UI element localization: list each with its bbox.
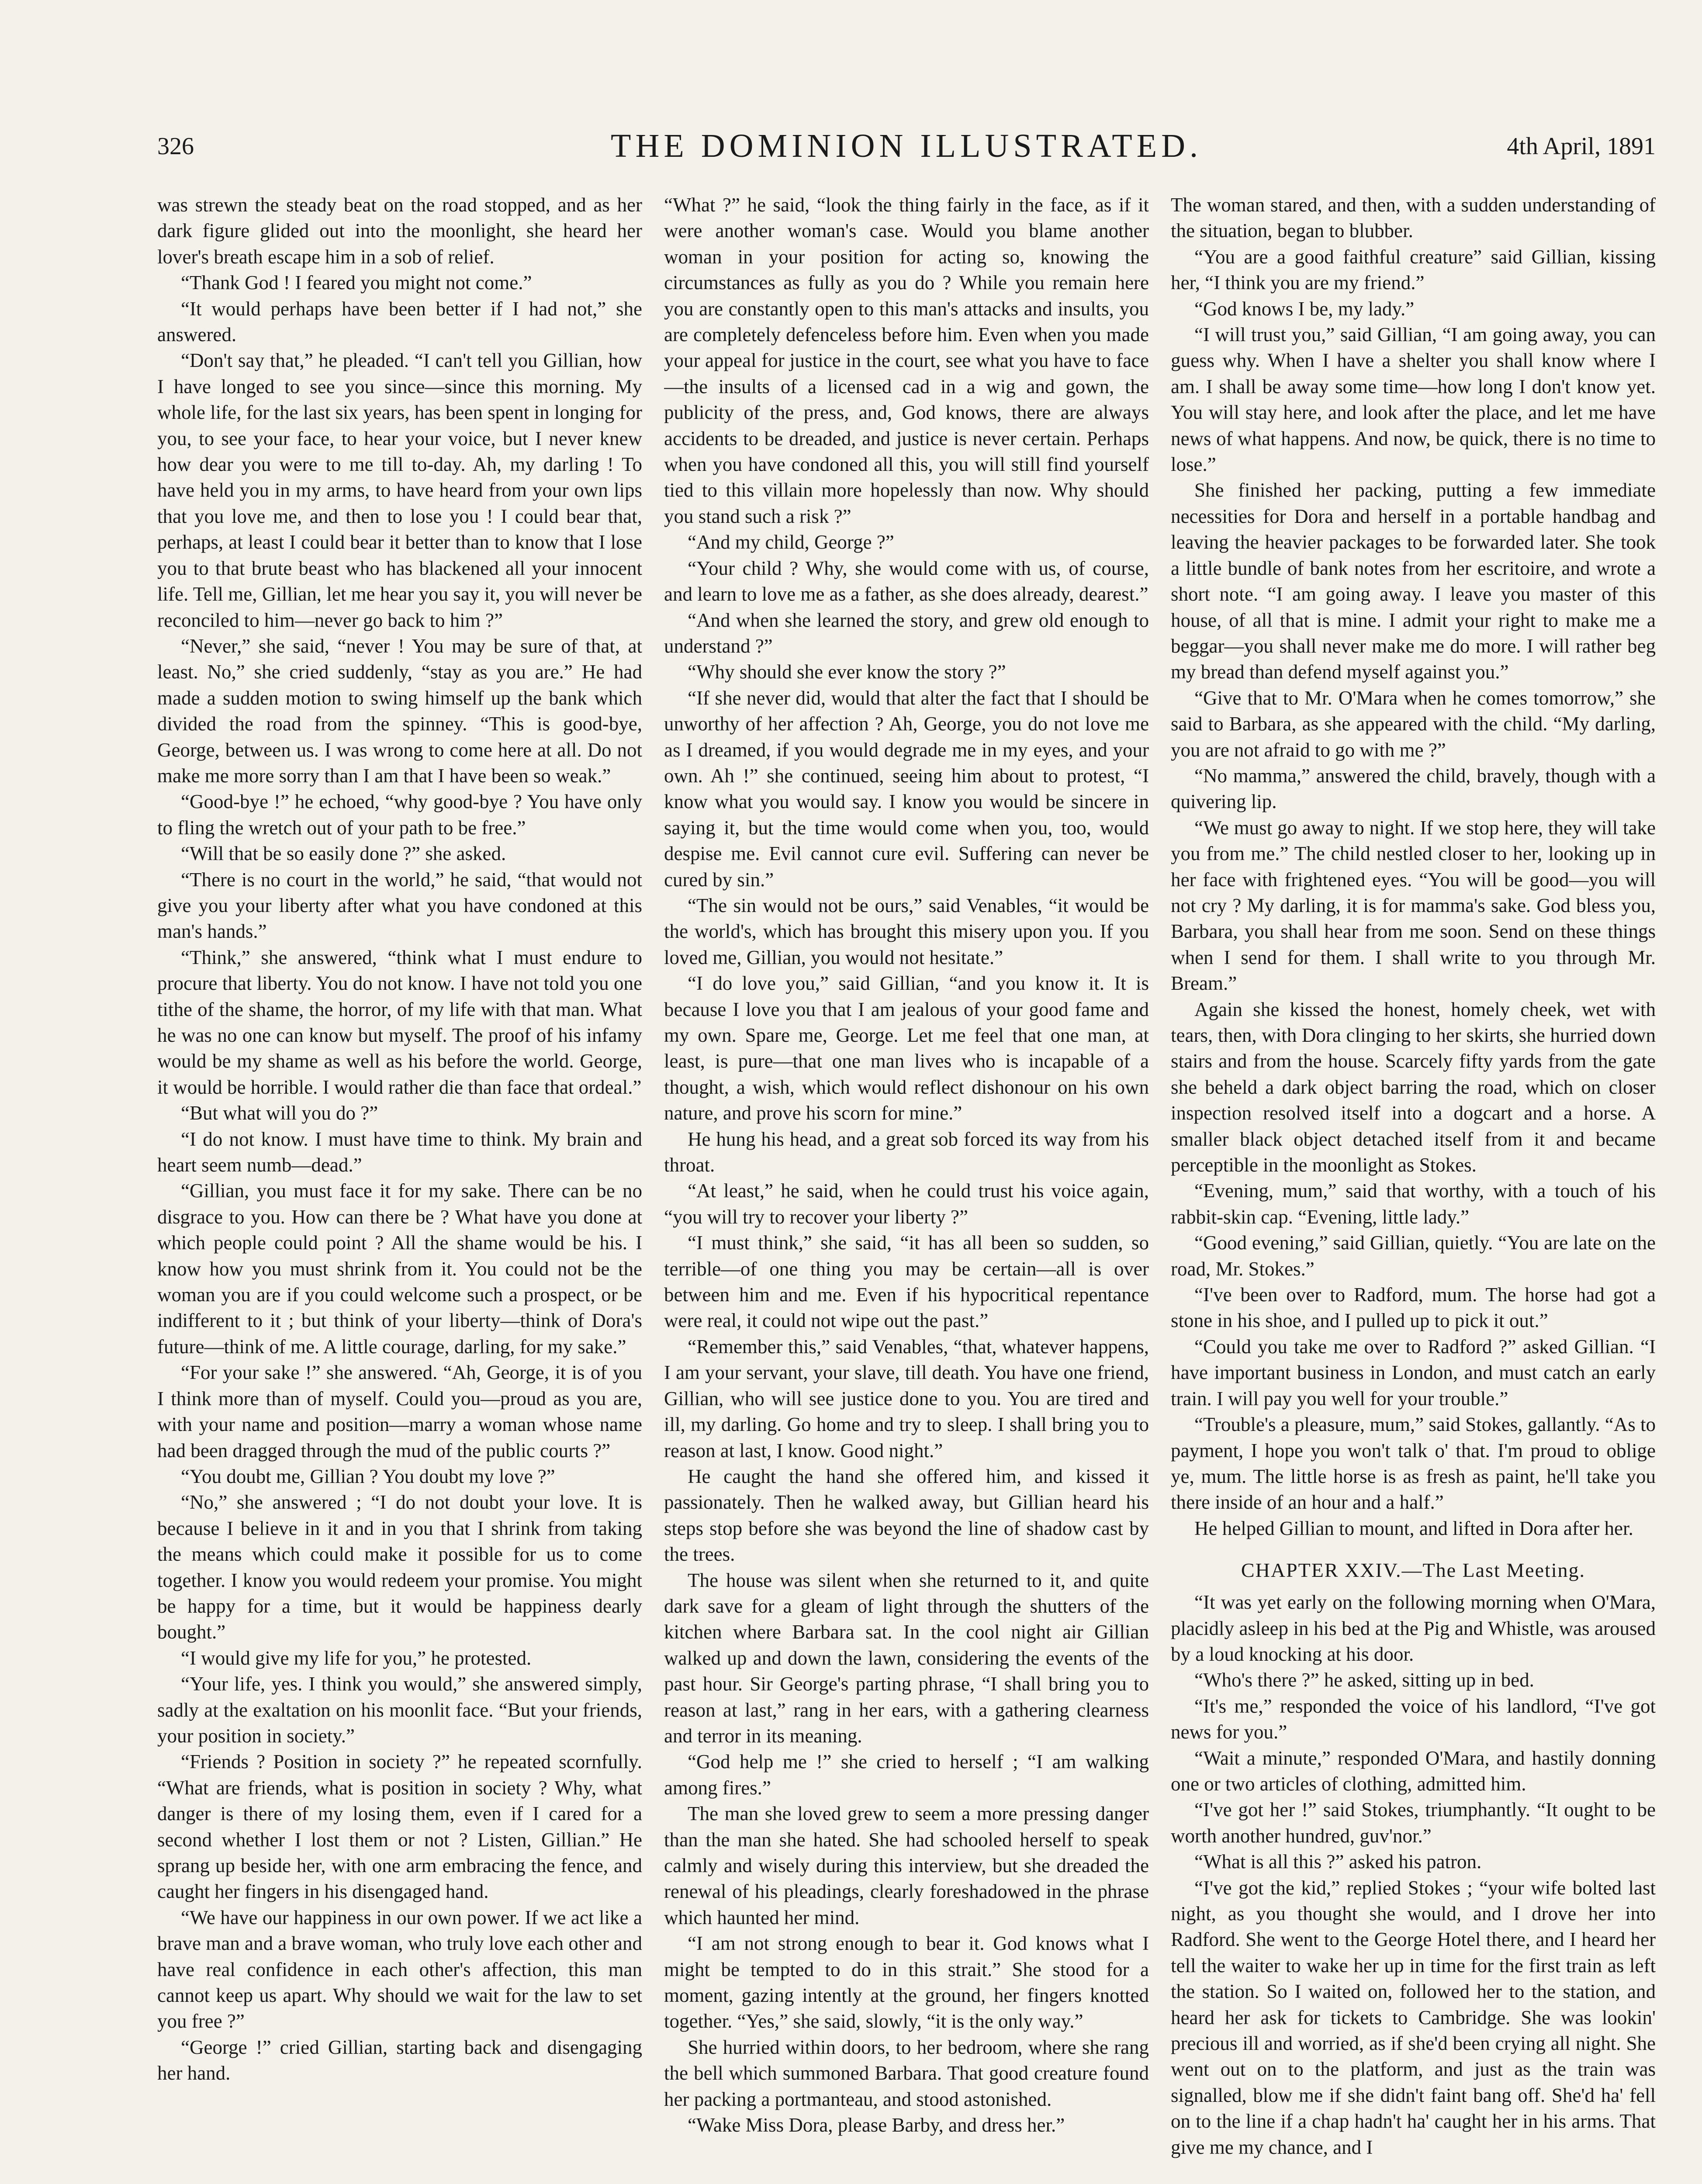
paragraph: “I would give my life for you,” he protested. bbox=[181, 1647, 532, 1669]
paragraph: “Will that be so easily done ?” she asked. bbox=[181, 843, 506, 865]
article-columns bbox=[157, 192, 1656, 2184]
paragraph: “Never,” she said, “never ! You may be sure of that, at least. No,” she cried suddenly, “stay as you are.” He had made a sudden motion to swing himself up the bank which divided the road from the spinney. “This is good-bye, George, between us. I was wrong to come here at all. Do not make me more sorry than I am that I have been so weak.” bbox=[157, 635, 642, 787]
paragraph: “But what will you do ?” bbox=[181, 1102, 378, 1124]
paragraph: She hurried within doors, to her bedroom, where she rang the bell which summoned Barbara. That good creature found her packing a portmanteau, and stood astonished. bbox=[664, 2036, 1149, 2110]
paragraph: “I must think,” she said, “it has all been so sudden, so terrible—of one thing you may be certain—all is over between him and me. Even if his hypocritical repentance were real, it could not wipe out the past.” bbox=[664, 1232, 1149, 1332]
paragraph: “I will trust you,” said Gillian, “I am going away, you can guess why. When I have a shelter you shall know where I am. I shall be away some time—how long I don't know yet. You will stay here, and look after the place, and let me have news of what happens. And now, be quick, there is no time to lose.” bbox=[1171, 324, 1656, 476]
paragraph: “It would perhaps have been better if I had not,” she answered. bbox=[157, 297, 642, 346]
paragraph: “You are a good faithful creature” said Gillian, kissing her, “I think you are my friend.” bbox=[1171, 245, 1656, 294]
paragraph: He helped Gillian to mount, and lifted in Dora after her. bbox=[1194, 1517, 1633, 1539]
paragraph: “Give that to Mr. O'Mara when he comes tomorrow,” she said to Barbara, as she appeared with the child. “My darling, you are not afraid to go with me ?” bbox=[1171, 687, 1656, 761]
paragraph: “I do love you,” said Gillian, “and you know it. It is because I love you that I am jealous of your good fame and my own. Spare me, George. Let me feel that one man, at least, is pure—that one man lives who is incapable of a thought, a wish, which would reflect dishonour on his own nature, and prove his scorn for mine.” bbox=[664, 972, 1149, 1124]
page-header bbox=[157, 128, 1656, 170]
paragraph: “And when she learned the story, and grew old enough to understand ?” bbox=[664, 609, 1149, 657]
paragraph: He hung his head, and a great sob forced its way from his throat. bbox=[664, 1128, 1149, 1176]
paragraph: “It's me,” responded the voice of his landlord, “I've got news for you.” bbox=[1171, 1695, 1656, 1743]
paragraph: “Thank God ! I feared you might not come.” bbox=[181, 272, 532, 294]
paragraph: Again she kissed the honest, homely cheek, wet with tears, then, with Dora clinging to her skirts, she hurried down stairs and from the house. Scarcely fifty yards from the gate she beheld a dark object barring the road, which on closer inspection resolved itself into a dogcart and a horse. A smaller black object detached itself from it and became perceptible in the moonlight as Stokes. bbox=[1171, 998, 1656, 1176]
paragraph: “No,” she answered ; “I do not doubt your love. It is because I believe in it and in you that I shrink from taking the means which could make it possible for us to come together. I know you would redeem your promise. You might be happy for a time, but it would be happiness dearly bought.” bbox=[157, 1491, 642, 1643]
paragraph: “Why should she ever know the story ?” bbox=[688, 661, 1006, 683]
text-column-3 bbox=[1171, 192, 1656, 2184]
paragraph: “At least,” he said, when he could trust his voice again, “you will try to recover your liberty ?” bbox=[664, 1180, 1149, 1228]
paragraph: “We have our happiness in our own power. If we act like a brave man and a brave woman, who truly love each other and have real confidence in each other's affection, this man cannot keep us apart. Why should we wait for the law to set you free ?” bbox=[157, 1906, 642, 2032]
paragraph: “I've got the kid,” replied Stokes ; “your wife bolted last night, as you thought she would, and I drove her into Radford. She went to the George Hotel there, and I heard her tell the waiter to wake her up in time for the first train as left the station. So I waited on, followed her to the station, and heard her ask for tickets to Cambridge. She was lookin' precious ill and worried, as if she'd been crying all night. She went out on to the platform, and just as the train was signalled, blow me if she didn't faint bang off. She'd ha' fell on to the line if a chap hadn't ha' caught her in his arms. That give me my chance, and I bbox=[1171, 1876, 1656, 2158]
chapter-heading: CHAPTER XXIV.—The Last Meeting. bbox=[1241, 1559, 1586, 1582]
paragraph: He caught the hand she offered him, and kissed it passionately. Then he walked away, but Gillian heard his steps stop before she was beyond the line of shadow cast by the trees. bbox=[664, 1465, 1149, 1565]
paragraph: “God help me !” she cried to herself ; “I am walking among fires.” bbox=[664, 1751, 1149, 1799]
paragraph: “Evening, mum,” said that worthy, with a touch of his rabbit-skin cap. “Evening, little lady.” bbox=[1171, 1180, 1656, 1228]
page-number: 326 bbox=[157, 133, 194, 160]
paragraph: “And my child, George ?” bbox=[688, 531, 894, 553]
paragraph: was strewn the steady beat on the road stopped, and as her dark figure glided out into the moonlight, she heard her lover's breath escape him in a sob of relief. bbox=[157, 194, 642, 268]
paragraph: “Gillian, you must face it for my sake. There can be no disgrace to you. How can there be ? What have you done at which people could point ? All the shame would be his. I know how you must shrink from it. You could not be the woman you are if you could welcome such a prospect, or be indifferent to it ; but think of your liberty—think of Dora's future—think of me. A little courage, darling, for my sake.” bbox=[157, 1180, 642, 1358]
paragraph: “Remember this,” said Venables, “that, whatever happens, I am your servant, your slave, till death. You have one friend, Gillian, who will see justice done to you. You are tired and ill, my darling. Go home and try to sleep. I shall bring you to reason at last, I know. Good night.” bbox=[664, 1335, 1149, 1462]
paragraph: “Your life, yes. I think you would,” she answered simply, sadly at the exaltation on his moonlit face. “But your friends, your position in society.” bbox=[157, 1673, 642, 1747]
paragraph: “Think,” she answered, “think what I must endure to procure that liberty. You do not know. I have not told you one tithe of the shame, the horror, of my life with that man. What he was no one can know but myself. The proof of his infamy would be my shame as well as his before the world. George, it would be horrible. I would rather die than face that ordeal.” bbox=[157, 946, 642, 1098]
masthead: THE DOMINION ILLUSTRATED. bbox=[611, 128, 1202, 164]
paragraph: “We must go away to night. If we stop here, they will take you from me.” The child nestled closer to her, looking up in her face with frightened eyes. “You will be good—you will not cry ? My darling, it is for mamma's sake. God bless you, Barbara, you shall hear from me soon. Send on these things when I send for them. I shall write to you through Mr. Bream.” bbox=[1171, 816, 1656, 995]
paragraph: “You doubt me, Gillian ? You doubt my love ?” bbox=[181, 1465, 555, 1487]
paragraph: “Wake Miss Dora, please Barby, and dress her.” bbox=[688, 2114, 1065, 2136]
paragraph: The man she loved grew to seem a more pressing danger than the man she hated. She had schooled herself to speak calmly and wisely during this interview, but she dreaded the renewal of his pleadings, clearly foreshadowed in the phrase which haunted her mind. bbox=[664, 1803, 1149, 1928]
paragraph: “The sin would not be ours,” said Venables, “it would be the world's, which has brought this misery upon you. If you loved me, Gillian, you would not hesitate.” bbox=[664, 894, 1149, 968]
paragraph: “Friends ? Position in society ?” he repeated scornfully. “What are friends, what is position in society ? Why, what danger is there of my losing them, even if I cared for a second whether I lost them or not ? Listen, Gillian.” He sprang up beside her, with one arm embracing the fence, and caught her fingers in his disengaged hand. bbox=[157, 1751, 642, 1903]
paragraph: “Good-bye !” he echoed, “why good-bye ? You have only to fling the wretch out of your path to be free.” bbox=[157, 791, 642, 839]
paragraph: “Good evening,” said Gillian, quietly. “You are late on the road, Mr. Stokes.” bbox=[1171, 1232, 1656, 1280]
paragraph: “There is no court in the world,” he said, “that would not give you your liberty after what you have condoned at this man's hands.” bbox=[157, 868, 642, 943]
paragraph: She finished her packing, putting a few immediate necessities for Dora and herself in a portable handbag and leaving the heavier packages to be forwarded later. She took a little bundle of bank notes from her escritoire, and wrote a short note. “I am going away. I leave you master of this house, of all that is mine. I admit your right to make me a beggar—you shall never make me do more. I will rather beg my bread than defend myself against you.” bbox=[1171, 479, 1656, 683]
paragraph: “Your child ? Why, she would come with us, of course, and learn to love me as a father, as she does already, dearest.” bbox=[664, 557, 1149, 605]
issue-date: 4th April, 1891 bbox=[1507, 133, 1656, 160]
paragraph: The woman stared, and then, with a sudden understanding of the situation, began to blubber. bbox=[1171, 194, 1656, 242]
paragraph: “I've been over to Radford, mum. The horse had got a stone in his shoe, and I pulled up to pick it out.” bbox=[1171, 1284, 1656, 1332]
paragraph: “Who's there ?” he asked, sitting up in bed. bbox=[1194, 1669, 1534, 1691]
paragraph: “No mamma,” answered the child, bravely, though with a quivering lip. bbox=[1171, 764, 1656, 813]
paragraph: The house was silent when she returned to it, and quite dark save for a gleam of light through the shutters of the kitchen where Barbara sat. In the cool night air Gillian walked up and down the lawn, considering the events of the past hour. Sir George's parting phrase, “I shall bring you to reason at last,” rang in her ears, with a gathering clearness and terror in its meaning. bbox=[664, 1569, 1149, 1747]
text-column-2 bbox=[664, 192, 1149, 2184]
paragraph: “I am not strong enough to bear it. God knows what I might be tempted to do in this strait.” She stood for a moment, gazing intently at the ground, her fingers knotted together. “Yes,” she said, slowly, “it is the only way.” bbox=[664, 1932, 1149, 2032]
paragraph: “I've got her !” said Stokes, triumphantly. “It ought to be worth another hundred, guv'nor.” bbox=[1171, 1799, 1656, 1847]
paragraph: “Trouble's a pleasure, mum,” said Stokes, gallantly. “As to payment, I hope you won't talk o' that. I'm proud to oblige ye, mum. The little horse is as fresh as paint, he'll take you there inside of an hour and a half.” bbox=[1171, 1413, 1656, 1514]
paragraph: “George !” cried Gillian, starting back and disengaging her hand. bbox=[157, 2036, 642, 2084]
paragraph: “What ?” he said, “look the thing fairly in the face, as if it were another woman's case. Would you blame another woman in your position for acting so, knowing the circumstances as fully as you do ? While you remain here you are constantly open to this man's attacks and insults, you are completely defenceless before him. Even when you made your appeal for justice in the court, see what you have to face—the insults of a licensed cad in a wig and gown, the publicity of the press, and, God knows, there are always accidents to be dreaded, and justice is never certain. Perhaps when you have condoned all this, you will still find yourself tied to this villain more hopelessly than now. Why should you stand such a risk ?” bbox=[664, 194, 1149, 527]
paragraph: “It was yet early on the following morning when O'Mara, placidly asleep in his bed at the Pig and Whistle, was aroused by a loud knocking at his door. bbox=[1171, 1591, 1656, 1665]
paragraph: “Could you take me over to Radford ?” asked Gillian. “I have important business in London, and must catch an early train. I will pay you well for your trouble.” bbox=[1171, 1335, 1656, 1410]
paragraph: “If she never did, would that alter the fact that I should be unworthy of her affection ? Ah, George, you do not love me as I dreamed, if you would degrade me in my eyes, and your own. Ah !” she continued, seeing him about to protest, “I know what you would say. I know you would be sincere in saying it, but the time would come when you, too, would despise me. Evil cannot cure evil. Suffering can never be cured by sin.” bbox=[664, 687, 1149, 891]
paragraph: “Don't say that,” he pleaded. “I can't tell you Gillian, how I have longed to see you since—since this morning. My whole life, for the last six years, has been spent in longing for you, to see your face, to hear your voice, but I never knew how dear you were to me till to-day. Ah, my darling ! To have held you in my arms, to have heard from your own lips that you love me, and then to lose you ! I could bear that, perhaps, at least I could bear it better than to know that I lose you to that brute beast who has blackened all your innocent life. Tell me, Gillian, let me hear you say it, you will never be reconciled to him—never go back to him ?” bbox=[157, 349, 642, 631]
paragraph: “What is all this ?” asked his patron. bbox=[1194, 1851, 1482, 1873]
paragraph: “For your sake !” she answered. “Ah, George, it is of you I think more than of myself. Could you—proud as you are, with your name and position—marry a woman whose name had been dragged through the mud of the public courts ?” bbox=[157, 1362, 642, 1462]
paragraph: “I do not know. I must have time to think. My brain and heart seem numb—dead.” bbox=[157, 1128, 642, 1176]
paragraph: “God knows I be, my lady.” bbox=[1194, 297, 1415, 320]
paragraph: “Wait a minute,” responded O'Mara, and hastily donning one or two articles of clothing, admitted him. bbox=[1171, 1747, 1656, 1795]
text-column-1 bbox=[157, 192, 642, 2184]
